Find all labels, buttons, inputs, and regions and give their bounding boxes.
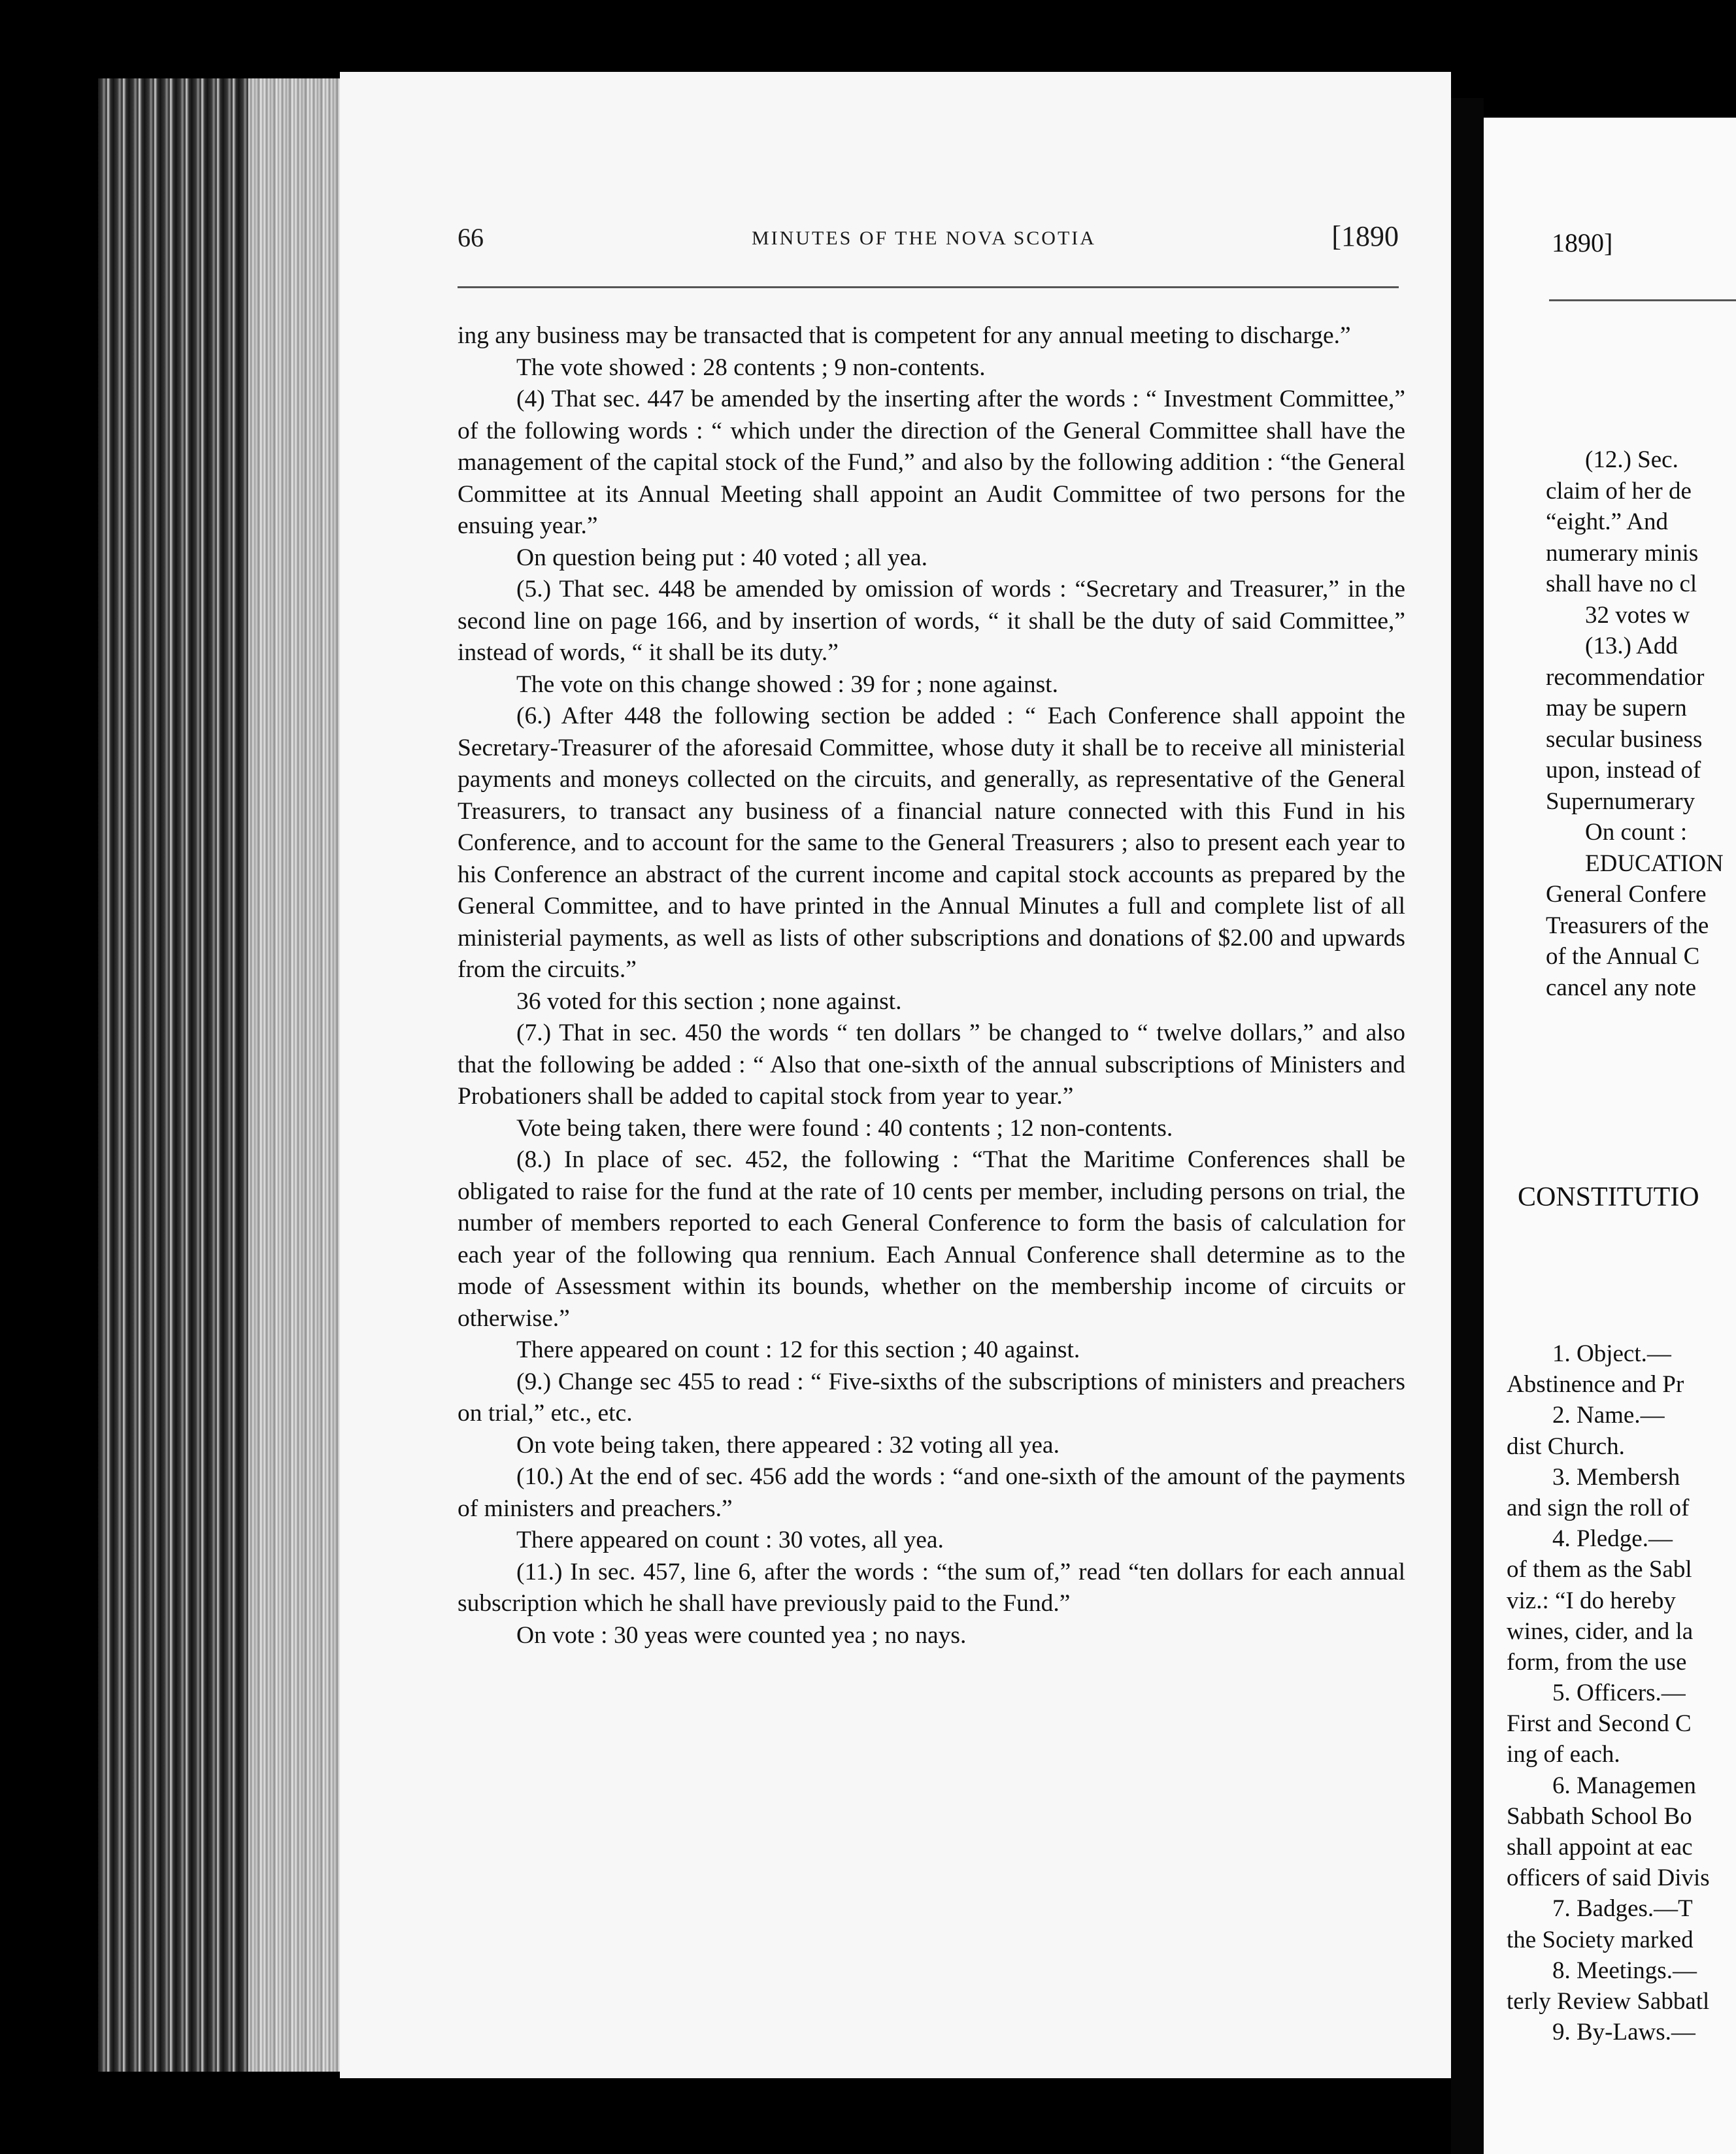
paragraph: (9.) Change sec 455 to read : “ Five-sixths of the subscriptions of ministers and preachers on trial,” etc., etc.: [458, 1368, 1405, 1427]
text-line: (13.) Add: [1585, 633, 1678, 659]
right-body-text-bottom: [1507, 1338, 1736, 2047]
text-line: Sabbath School Bo: [1507, 1802, 1692, 1830]
text-line: 5. Officers.—: [1552, 1680, 1686, 1707]
left-body-text: [458, 320, 1405, 1651]
paragraph: (4) That sec. 447 be amended by the inserting after the words : “ Investment Committee,” of the following words : “ which under the direction of the General Committee shall have the management of the capital stock of the Fund,” and also by the following addition : “the General Committee at its Annual Meeting shall appoint an Audit Committee of two persons for the ensuing year.”: [458, 386, 1405, 539]
text-line: shall appoint at eac: [1507, 1834, 1693, 1861]
text-line: the Society marked: [1507, 1926, 1694, 1953]
paragraph: On vote : 30 yeas were counted yea ; no nays.: [516, 1621, 967, 1649]
paragraph: (10.) At the end of sec. 456 add the words : “and one-sixth of the amount of the payments of ministers and preachers.”: [458, 1463, 1405, 1522]
paragraph: (8.) In place of sec. 452, the following : “That the Maritime Conferences shall be obligated to raise for the fund at the rate of 10 cents per member, including persons on trial, the number of members reported to each General Conference to form the basis of calculation for each year of the following qua rennium. Each Annual Conference shall determine as to the mode of Assessment within its bounds, whether on the membership income of circuits or otherwise.”: [458, 1146, 1405, 1332]
book-page-edges: [248, 78, 340, 2072]
paragraph: The vote showed : 28 contents ; 9 non-contents.: [516, 354, 986, 381]
text-line: “eight.” And: [1546, 508, 1669, 535]
text-line: form, from the use: [1507, 1648, 1687, 1676]
text-line: 2. Name.—: [1552, 1402, 1665, 1429]
right-body-text-top: [1546, 444, 1736, 1003]
text-line: secular business: [1546, 725, 1703, 753]
text-line: dist Church.: [1507, 1433, 1625, 1460]
text-line: 3. Membersh: [1552, 1463, 1680, 1491]
text-line: terly Review Sabbatl: [1507, 1987, 1710, 2015]
paragraph: (11.) In sec. 457, line 6, after the words : “the sum of,” read “ten dollars for each annual subscription which he shall have previously paid to the Fund.”: [458, 1558, 1405, 1617]
text-line: Abstinence and Pr: [1507, 1371, 1684, 1399]
text-line: Supernumerary: [1546, 787, 1695, 815]
header-year: [1890: [1331, 220, 1399, 252]
text-line: 6. Managemen: [1552, 1772, 1696, 1799]
paragraph: (5.) That sec. 448 be amended by omission of words : “Secretary and Treasurer,” in the second line on page 166, and by insertion of words, “ it shall be the duty of said Committee,” instead of words, “ it shall be its duty.”: [458, 576, 1405, 666]
paragraph: (7.) That in sec. 450 the words “ ten dollars ” be changed to “ twelve dollars,” and also that the following be added : “ Also that one-sixth of the annual subscriptions of Ministers and Probationers shall be added to capital stock from year to year.”: [458, 1019, 1405, 1110]
right-header-rule: [1549, 299, 1736, 301]
text-line: officers of said Divis: [1507, 1864, 1710, 1892]
text-line: 32 votes w: [1585, 601, 1690, 629]
text-line: Treasurers of the: [1546, 912, 1709, 939]
text-line: may be supern: [1546, 695, 1687, 721]
text-line: EDUCATION: [1585, 850, 1724, 877]
text-line: upon, instead of: [1546, 757, 1701, 784]
text-line: claim of her de: [1546, 477, 1692, 505]
text-line: 4. Pledge.—: [1552, 1525, 1673, 1553]
running-title: MINUTES OF THE NOVA SCOTIA: [752, 227, 1096, 249]
paragraph: On question being put : 40 voted ; all yea.: [516, 544, 928, 571]
text-line: General Confere: [1546, 881, 1707, 908]
header-rule: [458, 286, 1399, 288]
left-page-header: [458, 222, 1412, 261]
text-line: viz.: “I do hereby: [1507, 1587, 1676, 1614]
text-line: 9. By-Laws.—: [1552, 2019, 1695, 2046]
paragraph: 36 voted for this section ; none against.: [516, 987, 902, 1015]
text-line: of them as the Sabl: [1507, 1556, 1692, 1583]
text-line: 1. Object.—: [1552, 1340, 1671, 1367]
text-line: cancel any note: [1546, 974, 1697, 1001]
paragraph: The vote on this change showed : 39 for ; none against.: [516, 671, 1058, 698]
text-line: First and Second C: [1507, 1710, 1692, 1738]
book-gutter: [1451, 98, 1484, 2154]
text-line: shall have no cl: [1546, 571, 1697, 597]
constitution-heading: CONSTITUTIO: [1518, 1182, 1699, 1212]
text-line: of the Annual C: [1546, 943, 1700, 970]
right-page: [1484, 118, 1736, 2154]
text-line: numerary minis: [1546, 539, 1699, 567]
text-line: (12.) Sec.: [1585, 446, 1678, 473]
paragraph: ing any business may be transacted that is competent for any annual meeting to discharge.”: [458, 322, 1351, 349]
text-line: and sign the roll of: [1507, 1494, 1690, 1521]
text-line: 8. Meetings.—: [1552, 1957, 1697, 1984]
paragraph: On vote being taken, there appeared : 32 voting all yea.: [516, 1431, 1060, 1459]
text-line: wines, cider, and la: [1507, 1617, 1694, 1645]
page-number: 66: [458, 223, 484, 252]
paragraph: There appeared on count : 12 for this section ; 40 against.: [516, 1336, 1080, 1363]
paragraph: There appeared on count : 30 votes, all yea.: [516, 1527, 944, 1553]
right-header-year: 1890]: [1552, 228, 1613, 257]
text-line: On count :: [1585, 819, 1688, 846]
paragraph: (6.) After 448 the following section be added : “ Each Conference shall appoint the Secretary-Treasurer of the aforesaid Committee, whose duty it shall be to receive all ministerial payments and moneys collected on the circuits, and generally, as representative of the General Treasurers, to transact any business of a financial nature connected with this Fund in his Conference, and to account for the same to the General Treasurers ; also to present each year to his Conference an abstract of the current income and capital stock accounts as prepared by the General Committee, and to have printed in the Annual Minutes a full and complete list of all ministerial payments, as well as lists of other subscriptions and donations of $2.00 and upwards from the circuits.”: [458, 703, 1405, 983]
text-line: recommendatior: [1546, 663, 1705, 691]
text-line: ing of each.: [1507, 1741, 1620, 1768]
paragraph: Vote being taken, there were found : 40 contents ; 12 non-contents.: [516, 1114, 1173, 1142]
text-line: 7. Badges.—T: [1552, 1895, 1693, 1923]
